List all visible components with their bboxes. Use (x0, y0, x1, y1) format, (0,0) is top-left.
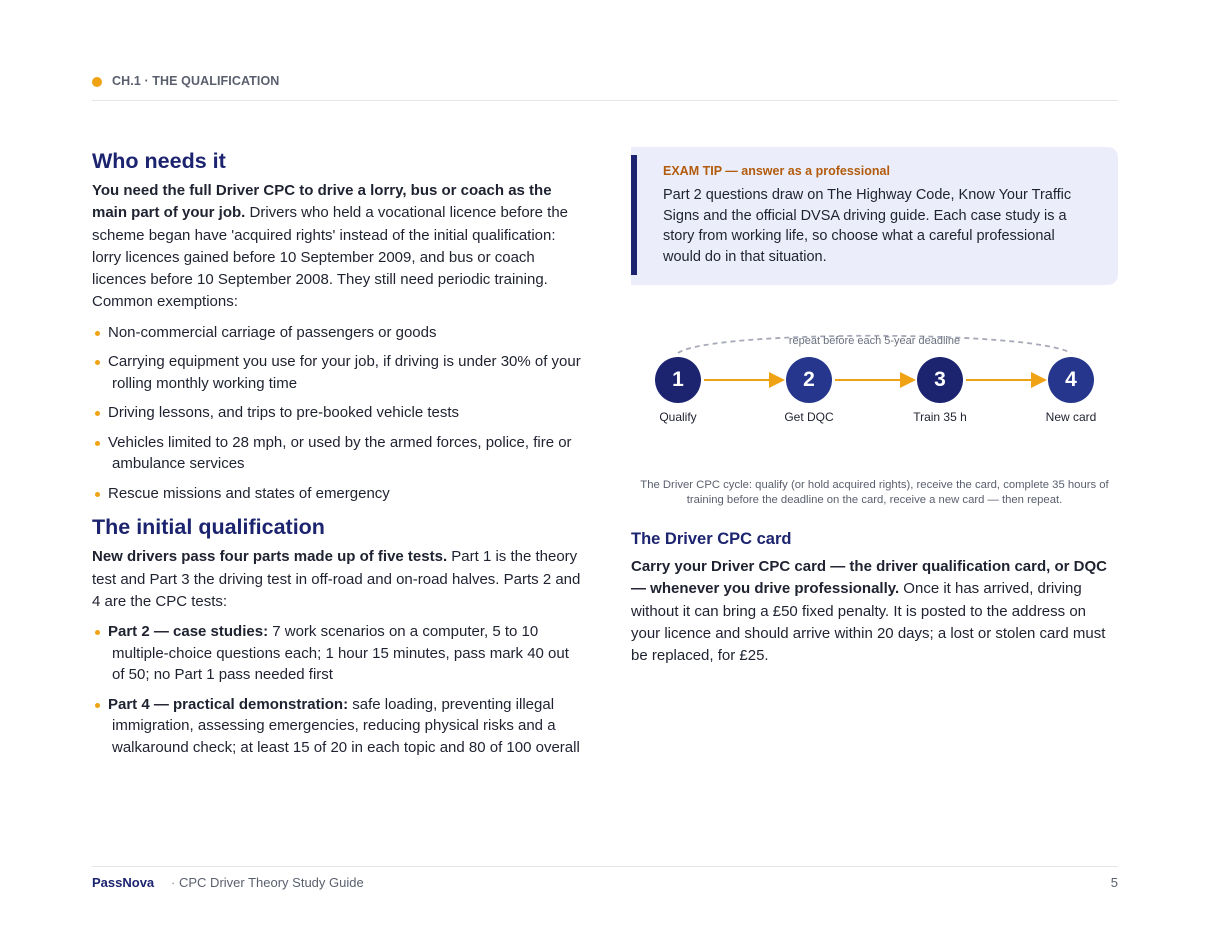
step-label-3: Train 35 h (913, 410, 967, 424)
bullet-dot-icon (95, 441, 100, 446)
card-lead: Carry your Driver CPC card — the driver qualification card, or DQC — whenever you drive professionally. (631, 558, 1107, 598)
bullet-dot-icon (95, 411, 100, 416)
list-item: Vehicles limited to 28 mph, or used by the armed forces, police, fire or ambulance services (92, 432, 582, 475)
page-footer (92, 866, 1118, 897)
initial-qualification-paragraph (92, 546, 582, 613)
bullet-dot-icon (95, 630, 100, 635)
step-number-3: 3 (934, 368, 946, 391)
exam-tip-accent-bar (631, 155, 637, 275)
footer-brand: PassNova (92, 875, 155, 890)
list-item (92, 621, 582, 686)
cpc-parts-list (92, 621, 582, 758)
step-number-2: 2 (803, 368, 815, 391)
page-number: 5 (1110, 875, 1118, 890)
list-item: Carrying equipment you use for your job, if driving is under 30% of your rolling monthly working time (92, 351, 582, 394)
step-number-1: 1 (672, 368, 684, 391)
who-needs-it-lead: You need the full Driver CPC to drive a lorry, bus or coach as the main part of your job. (92, 182, 552, 222)
chapter-dot-icon (92, 77, 102, 87)
cpc-cycle-diagram (631, 325, 1118, 435)
step-number-4: 4 (1065, 368, 1077, 391)
left-column (92, 146, 582, 766)
initial-qualification-text: Part 1 is the theory test and Part 3 the driving test in off-road and on-road halves. Parts 2 and 4 are the CPC tests: (92, 548, 581, 610)
exam-tip-box (631, 147, 1118, 285)
bullet-dot-icon (95, 703, 100, 708)
who-needs-it-heading: Who needs it (92, 149, 226, 173)
list-item: Non-commercial carriage of passengers or goods (92, 322, 582, 344)
step-label-4: New card (1045, 410, 1097, 424)
page-header (92, 74, 1118, 101)
initial-qualification-heading: The initial qualification (92, 515, 325, 540)
footer-separator: · (171, 875, 176, 890)
exemptions-list (92, 322, 582, 505)
who-needs-it-text: Drivers who held a vocational licence before the scheme began have 'acquired rights' instead of the initial qualification: lorry licences gained before 10 September 2009, and bus or coach licences before 10 September 2008. They still need periodic training. Common exemptions: (92, 204, 569, 311)
bullet-dot-icon (95, 492, 100, 497)
step-label-2: Get DQC (784, 410, 834, 424)
card-paragraph (631, 556, 1119, 667)
repeat-label: repeat before each 5-year deadline (788, 335, 961, 347)
bullet-dot-icon (95, 331, 100, 336)
card-text: Once it has arrived, driving without it can bring a £50 fixed penalty. It is posted to the address on your licence and should arrive within 20 days; a lost or stolen card must be replaced, for £25. (631, 580, 1106, 665)
cycle-caption: The Driver CPC cycle: qualify (or hold acquired rights), receive the card, complete 35 hours of training before the deadline on the card, receive a new card — then repeat. (640, 479, 1109, 506)
card-section (631, 528, 1119, 667)
chapter-label: CH.1 · THE QUALIFICATION (112, 74, 280, 88)
bullet-dot-icon (95, 360, 100, 365)
part-2-text: 7 work scenarios on a computer, 5 to 10 multiple-choice questions each; 1 hour 15 minutes, pass mark 40 out of 50; no Part 1 pass needed first (112, 623, 569, 684)
footer-guide-title: CPC Driver Theory Study Guide (179, 875, 364, 890)
list-item: Driving lessons, and trips to pre-booked vehicle tests (92, 402, 582, 424)
initial-qualification-lead: New drivers pass four parts made up of five tests. (92, 548, 448, 566)
step-label-1: Qualify (659, 410, 697, 424)
part-4-text: safe loading, preventing illegal immigration, assessing emergencies, reducing physical risks and a walkaround check; at least 15 of 20 in each topic and 80 of 100 overall (112, 695, 580, 756)
list-item: Rescue missions and states of emergency (92, 483, 582, 505)
part-4-label: Part 4 — practical demonstration: (108, 695, 349, 713)
exam-tip-title: EXAM TIP — answer as a professional (663, 164, 890, 178)
part-2-label: Part 2 — case studies: (108, 623, 269, 641)
who-needs-it-paragraph (92, 180, 582, 314)
exam-tip-text: Part 2 questions draw on The Highway Code, Know Your Traffic Signs and the official DVSA driving guide. Each case study is a story from working life, so choose what a careful professional would do in that situation. (663, 187, 1072, 266)
list-item (92, 694, 582, 759)
card-heading: The Driver CPC card (631, 530, 792, 548)
